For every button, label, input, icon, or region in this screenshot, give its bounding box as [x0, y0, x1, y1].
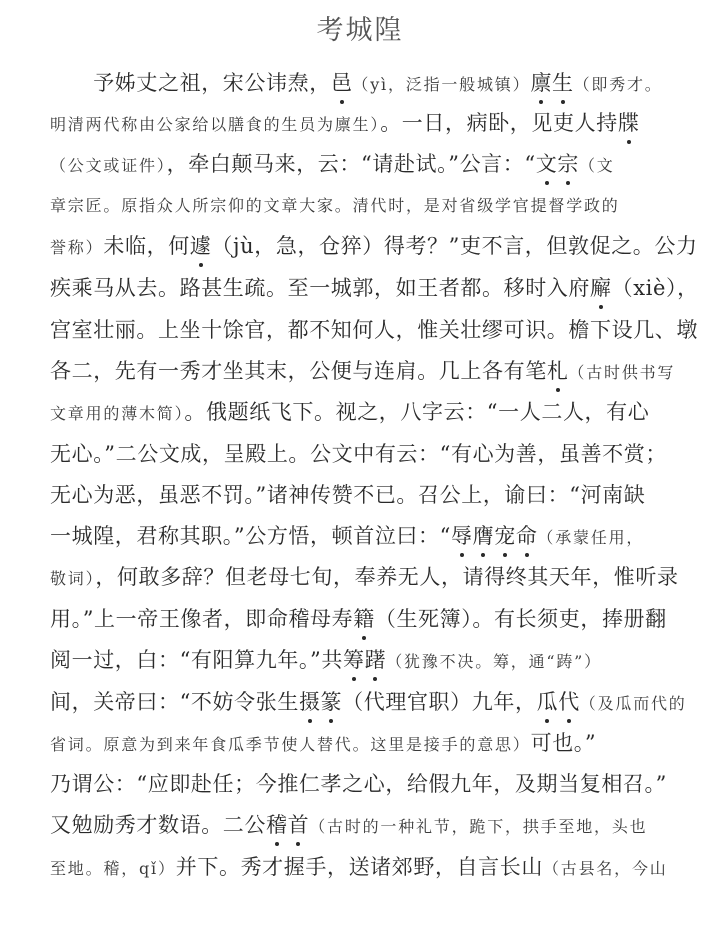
annotation-text: 文章用的薄木简） — [50, 404, 185, 423]
annotation-text: 至地。稽，qǐ） — [50, 859, 176, 878]
text-segment: 。有长须吏，捧册翻 — [472, 607, 667, 631]
emphasized-character: 宗 — [557, 149, 579, 179]
annotation-text: （及瓜而代的 — [579, 694, 687, 713]
text-segment: 未临，何 — [103, 234, 190, 258]
annotation-text: （公文或证件） — [50, 156, 167, 175]
text-line — [50, 189, 690, 221]
annotation-text: 章宗匠。原指众人所宗仰的文章大家。清代时，是对省级学官提督学政的 — [50, 196, 620, 215]
text-segment: 宫室壮丽。上坐十馀官，都不知何人，惟关壮缪可识。檐下设几、墩 — [50, 318, 698, 342]
annotation-text: （即秀才。 — [573, 75, 663, 94]
text-line — [50, 315, 698, 345]
text-line — [50, 397, 690, 429]
annotation-text: （文 — [578, 156, 615, 175]
annotation-text: 敬词） — [50, 569, 96, 588]
annotation-text: （承蒙任用， — [537, 528, 645, 547]
text-line — [50, 728, 690, 760]
emphasized-character: 籍 — [353, 604, 375, 634]
text-line — [50, 645, 690, 677]
annotation-text: （古时供书写 — [568, 363, 676, 382]
text-segment: 。一日，病卧，见吏人持 — [380, 111, 618, 135]
emphasized-character: 札 — [547, 356, 569, 386]
emphasized-character: 遽 — [190, 231, 212, 261]
text-segment: （生死簿） — [374, 607, 473, 631]
text-segment: 。俄题纸飞下。视之，八字云：“一人二人，有心 — [184, 400, 650, 424]
annotation-text: 明清两代称由公家给以膳食的生员为廪生） — [50, 115, 381, 134]
emphasized-character: 膺 — [473, 521, 495, 551]
text-segment: 用。”上一帝王像者，即命稽母寿 — [50, 607, 354, 631]
emphasized-character: 文 — [536, 149, 558, 179]
text-segment: 一城隍，君称其职。”公方悟，顿首泣曰：“ — [50, 524, 451, 548]
text-segment: 间，关帝曰：“不妨令张生 — [50, 690, 299, 714]
text-line — [50, 562, 690, 594]
annotation-text: （古县名，今山 — [542, 859, 668, 878]
emphasized-character: 摄 — [299, 687, 321, 717]
text-segment: 各二，先有一秀才坐其末，公便与连肩。几上各有笔 — [50, 359, 547, 383]
text-segment: 并下。秀才握手，送诸郊野，自言长山 — [175, 855, 543, 879]
emphasized-character: 辱 — [451, 521, 473, 551]
text-line — [50, 108, 690, 140]
emphasized-character: 代 — [558, 687, 580, 717]
emphasized-character: 宠 — [494, 521, 516, 551]
emphasized-character: 瓜 — [537, 687, 559, 717]
text-line — [50, 356, 690, 388]
text-segment: 疾乘马从去。路甚生疏。至一城郭，如王者都。移时入府 — [50, 276, 590, 300]
text-segment: 可也。” — [530, 731, 597, 755]
emphasized-character: 命 — [516, 521, 538, 551]
text-line — [50, 149, 690, 181]
text-segment: ，何敢多辞？但老母七旬，奉养无人，请得终其天年，惟听录 — [95, 565, 679, 589]
emphasized-character: 筹 — [343, 645, 365, 675]
text-line — [50, 480, 690, 510]
emphasized-character: 邑 — [331, 68, 353, 98]
text-segment: 又勉励秀才数语。二公 — [50, 813, 266, 837]
emphasized-character: 篆 — [321, 687, 343, 717]
text-segment: ，牵白颠马来，云：“请赴试。”公言：“ — [166, 152, 536, 176]
text-segment: 得考？”吏不言，但敦促之。公力 — [383, 234, 698, 258]
emphasized-character: 廨 — [590, 273, 612, 303]
text-segment: 予姊丈之祖，宋公讳焘， — [50, 71, 331, 95]
emphasized-character: 生 — [552, 68, 574, 98]
text-segment: （代理官职） — [342, 690, 472, 714]
text-segment: 乃谓公：“应即赴任；今推仁孝之心，给假九年，及期当复相召。” — [50, 772, 667, 796]
emphasized-character: 躇 — [365, 645, 387, 675]
text-segment: 九年， — [471, 690, 537, 714]
annotation-text: （yì，泛指一般城镇） — [352, 75, 531, 94]
text-line — [50, 439, 690, 469]
text-line — [50, 521, 690, 553]
text-segment: 无心为恶，虽恶不罚。”诸神传赞不已。召公上，谕曰：“河南缺 — [50, 483, 646, 507]
emphasized-character: 首 — [288, 810, 310, 840]
annotation-text: 省词。原意为到来年食瓜季节使人替代。这里是接手的意思） — [50, 735, 531, 754]
annotation-text: （古时的一种礼节，跪下，拱手至地，头也 — [309, 817, 648, 836]
text-line — [50, 852, 690, 884]
text-segment: 无心。”二公文成，呈殿上。公文中有云：“有心为善，虽善不赏； — [50, 442, 667, 466]
text-line — [50, 604, 690, 634]
text-line — [50, 273, 699, 303]
text-segment: （jù，急，仓猝） — [211, 234, 384, 258]
annotation-text: （犹豫不决。筹，通“踌”） — [386, 652, 602, 671]
document-title: 考城隍 — [316, 15, 404, 46]
annotation-text: 誉称） — [50, 238, 104, 257]
emphasized-character: 稽 — [266, 810, 288, 840]
text-line — [50, 687, 690, 719]
text-segment: （xiè）， — [611, 276, 699, 300]
emphasized-character: 牒 — [618, 108, 640, 138]
emphasized-character: 廪 — [530, 68, 552, 98]
text-line — [50, 68, 690, 100]
text-line — [50, 231, 698, 263]
text-line — [50, 810, 690, 842]
text-line — [50, 769, 690, 799]
text-segment: 阅一过，白：“有阳算九年。”共 — [50, 648, 343, 672]
